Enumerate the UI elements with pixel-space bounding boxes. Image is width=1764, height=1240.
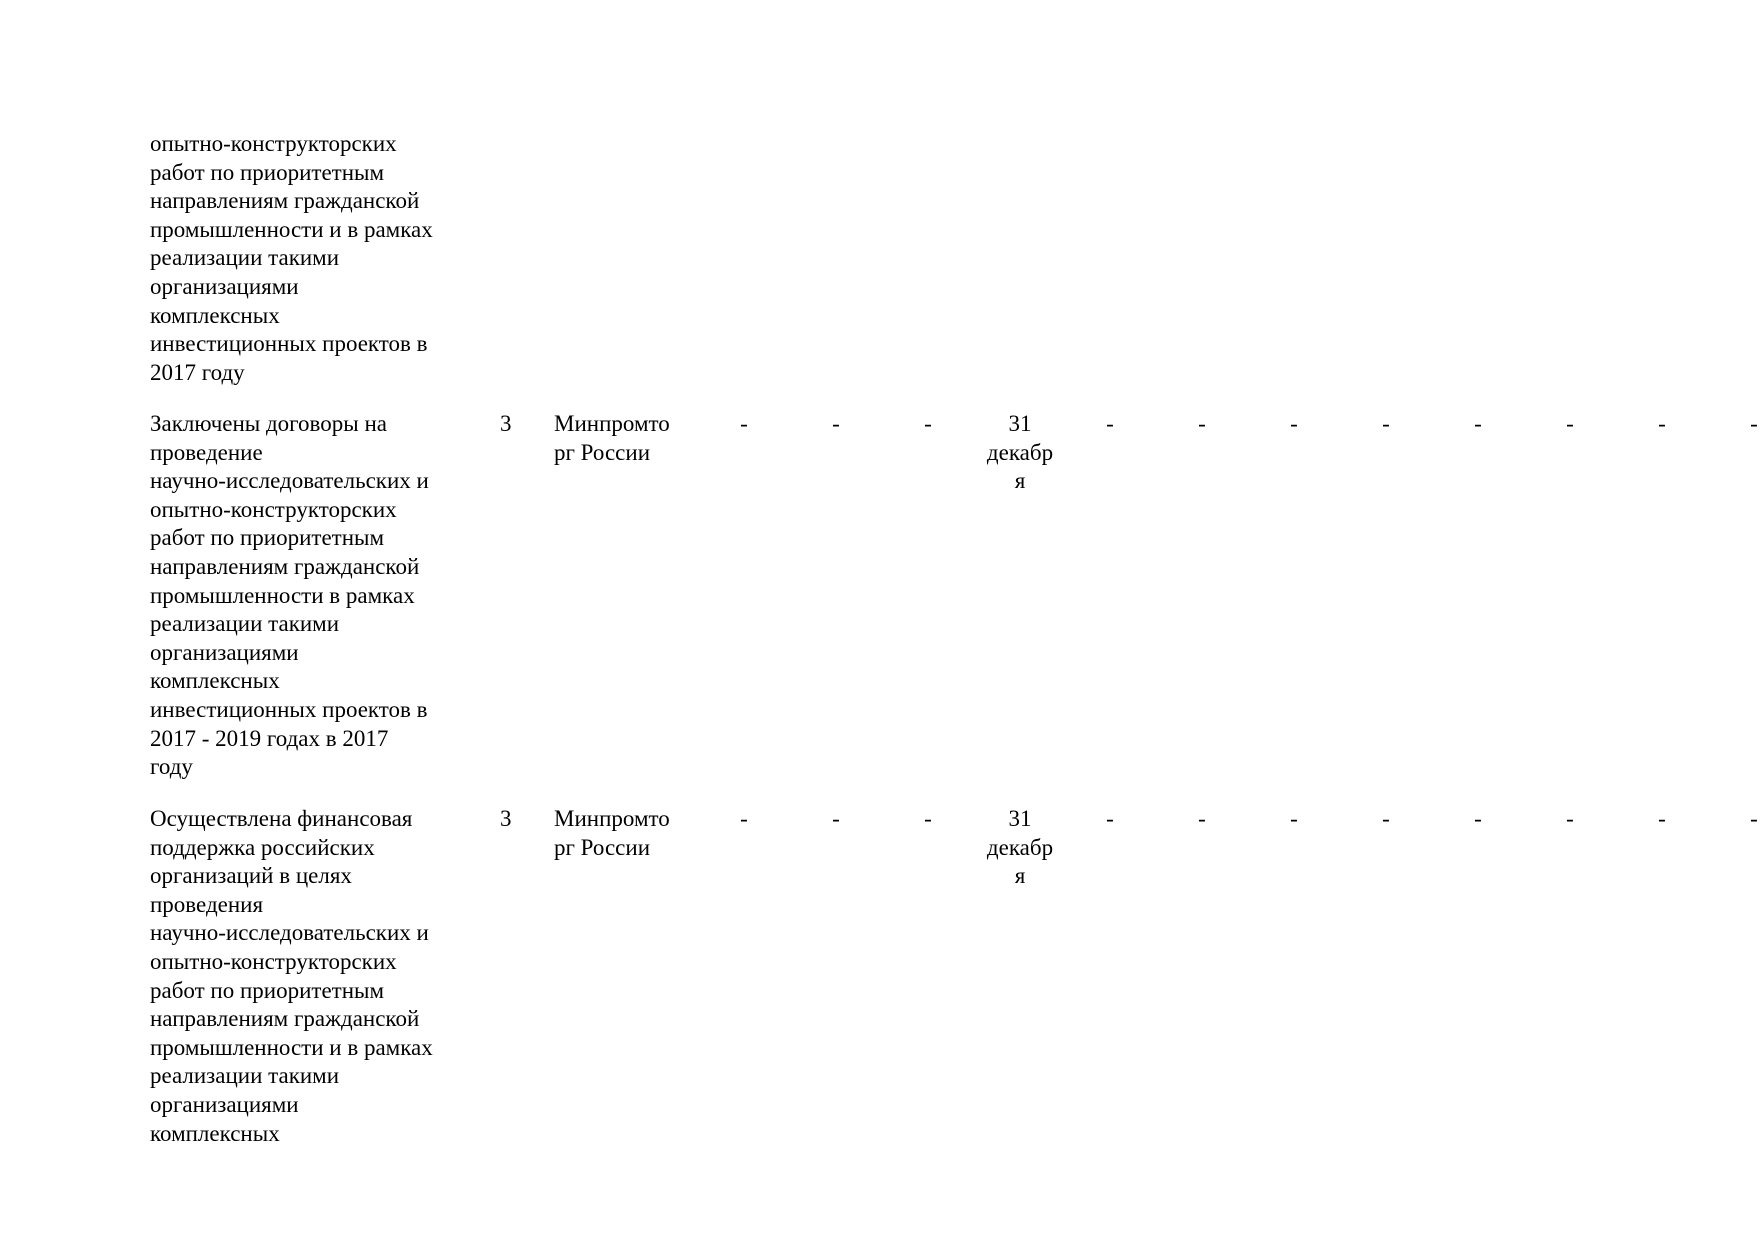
row-number: 3 [500,411,512,436]
row-dash-cell: - [1290,411,1298,436]
row-number: 3 [500,806,512,831]
row-dash-cell: - [1566,411,1574,436]
row-dash-cell: - [1658,411,1666,436]
row-dash-cell: - [1198,806,1206,831]
row-dash-cell: - [740,411,748,436]
row-dash-cell: - [1382,806,1390,831]
row-dash-cell: - [924,411,932,436]
row-organization: Минпромто рг России [554,806,670,860]
row-dash-cell: - [1198,411,1206,436]
row-dash-cell: - [740,806,748,831]
row-organization: Минпромто рг России [554,411,670,465]
row-dash-cell: - [1106,411,1114,436]
row-dash-cell: - [1750,806,1758,831]
row-dash-cell: - [1106,806,1114,831]
row-dash-cell: - [832,411,840,436]
row-dash-cell: - [1474,411,1482,436]
row-date: 31 декабр я [986,411,1054,494]
row-description: Осуществлена финансовая поддержка российских организаций в целях проведения научно-исследовательских и опытно-конструкторских работ по приоритетным направлениям гражданской промышленности и в рамках реализации такими организациями комплексных [150,806,433,1146]
row-dash-cell: - [1750,411,1758,436]
row-dash-cell: - [1290,806,1298,831]
row-date: 31 декабр я [986,806,1054,889]
row-dash-cell: - [1474,806,1482,831]
row-description: опытно-конструкторских работ по приоритетным направлениям гражданской промышленности и в рамках реализации такими организациями комплексных инвестиционных проектов в 2017 году [150,131,433,385]
row-dash-cell: - [1566,806,1574,831]
row-dash-cell: - [1382,411,1390,436]
row-dash-cell: - [924,806,932,831]
row-dash-cell: - [1658,806,1666,831]
row-description: Заключены договоры на проведение научно-исследовательских и опытно-конструкторских работ по приоритетным направлениям гражданской промышленности в рамках реализации такими организациями комплексных инвестиционных проектов в 2017 - 2019 годах в 2017 году [150,411,429,780]
row-dash-cell: - [832,806,840,831]
